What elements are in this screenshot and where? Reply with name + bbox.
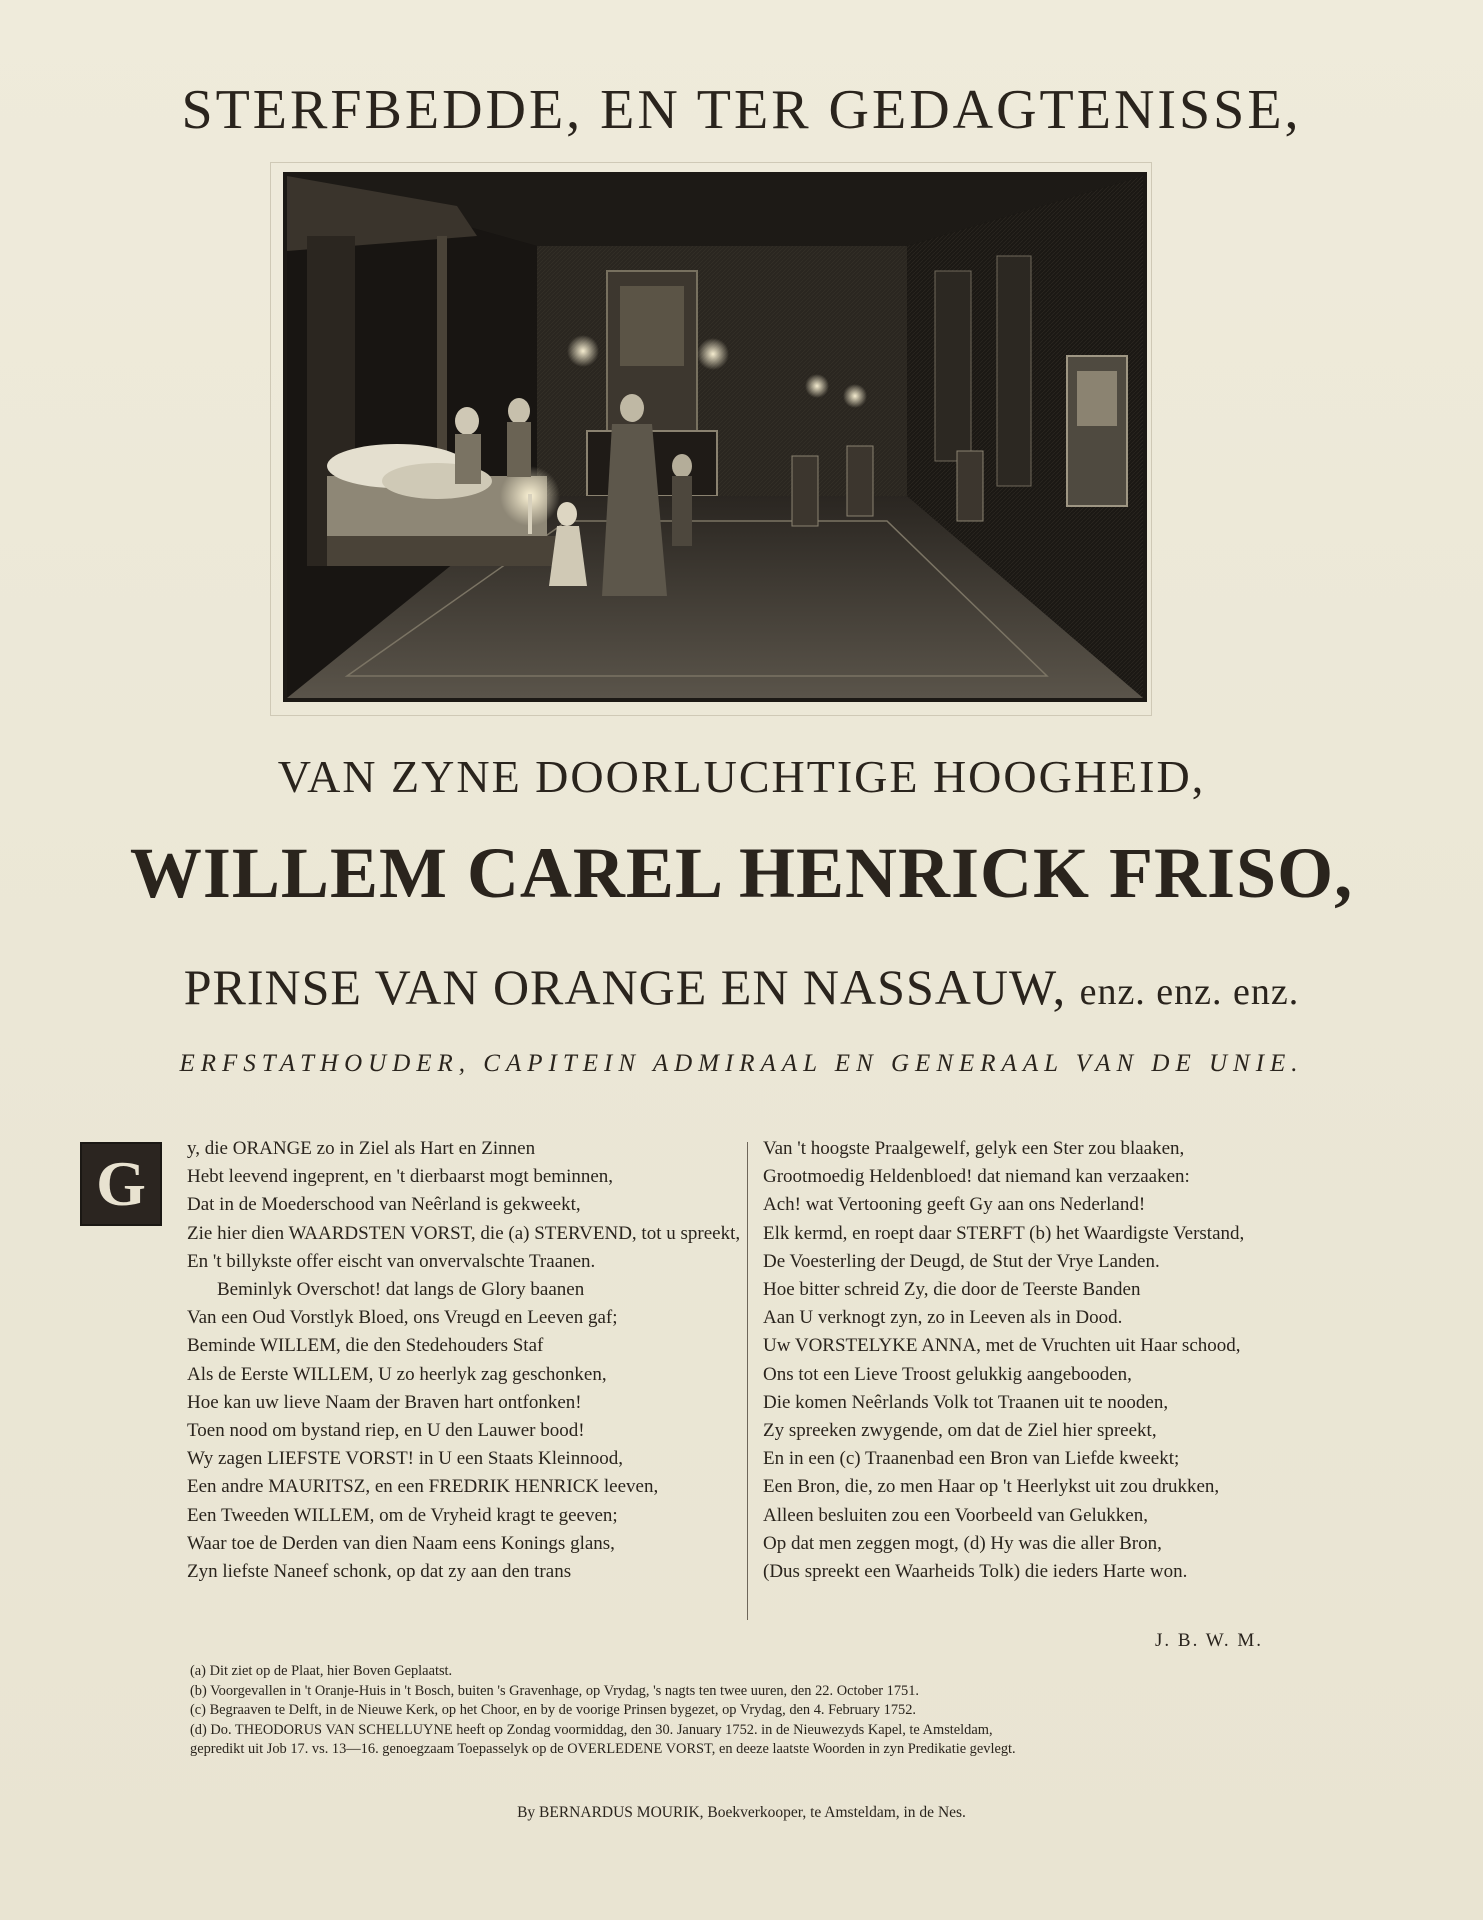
poem-left-column [187, 1135, 740, 1586]
poem-line: Hebt leevend ingeprent, en 't dierbaarst mogt beminnen, [187, 1166, 614, 1188]
poem-line: Op dat men zeggen mogt, (d) Hy was die aller Bron, [763, 1532, 1162, 1554]
poem-line: Alleen besluiten zou een Voorbeeld van Gelukken, [763, 1504, 1148, 1526]
poem-line: Een Tweeden WILLEM, om de Vryheid kragt te geeven; [187, 1504, 618, 1526]
title-suffix: enz. enz. enz. [1079, 971, 1300, 1013]
prince-name: WILLEM CAREL HENRICK FRISO, [129, 833, 1354, 913]
poem-line: Zy spreeken zwygende, om dat de Ziel hier spreekt, [763, 1420, 1157, 1442]
poem-line: Een Bron, die, zo men Haar op 't Heerlykst uit zou drukken, [763, 1476, 1220, 1498]
engraving-deathbed-scene [283, 172, 1147, 702]
poem-line: Wy zagen LIEFSTE VORST! in U een Staats Kleinnood, [187, 1448, 623, 1470]
poem-line: En 't billykste offer eischt van onvervalschte Traanen. [187, 1250, 596, 1272]
poem-line: Ons tot een Lieve Troost gelukkig aangebooden, [763, 1363, 1132, 1385]
poem-line: Een andre MAURITSZ, en een FREDRIK HENRICK leeven, [187, 1476, 659, 1498]
decorated-initial: G [80, 1142, 162, 1226]
engraving-illustration [287, 176, 1143, 698]
footnote-a: (a) Dit ziet op de Plaat, hier Boven Geplaatst. [190, 1663, 453, 1679]
author-initials: J. B. W. M. [1155, 1630, 1264, 1651]
poem-line: Hoe kan uw lieve Naam der Braven hart ontfonken! [187, 1391, 582, 1413]
poem-line: Ach! wat Vertooning geeft Gy aan ons Nederland! [763, 1194, 1146, 1216]
footnote-d: (d) Do. THEODORUS VAN SCHELLUYNE heeft op Zondag voormiddag, den 30. January 1752. in de Nieuwezyds Kapel, te Amsteldam, [190, 1721, 993, 1738]
poem-line: Van een Oud Vorstlyk Bloed, ons Vreugd en Leeven gaf; [187, 1307, 618, 1329]
footnote-b: (b) Voorgevallen in 't Oranje-Huis in 't Bosch, buiten 's Gravenhage, op Vrydag, 's nagts ten twee uuren, den 22. October 1751. [190, 1682, 920, 1699]
poem-line: Elk kermd, en roept daar STERFT (b) het Waardigste Verstand, [763, 1222, 1245, 1244]
offices-line: ERFSTATHOUDER, CAPITEIN ADMIRAAL EN GENERAAL VAN DE UNIE. [179, 1050, 1304, 1077]
poem-line: En in een (c) Traanenbad een Bron van Liefde kweekt; [763, 1448, 1180, 1470]
poem-line: Zie hier dien WAARDSTEN VORST, die (a) STERVEND, tot u spreekt, [187, 1222, 741, 1244]
footnotes [190, 1662, 1016, 1760]
poem-line: Toen nood om bystand riep, en U den Lauwer bood! [187, 1420, 585, 1442]
column-rule [747, 1142, 748, 1620]
poem-line: Beminde WILLEM, die den Stedehouders Staf [187, 1335, 544, 1357]
poem-line: Zyn liefste Naneef schonk, op dat zy aan den trans [187, 1561, 572, 1583]
poem-line: Dat in de Moederschood van Neêrland is gekweekt, [187, 1194, 581, 1216]
poem-line: Uw VORSTELYKE ANNA, met de Vruchten uit Haar schood, [763, 1335, 1241, 1357]
poem-line: Waar toe de Derden van dien Naam eens Konings glans, [187, 1532, 615, 1554]
printer-imprint: By BERNARDUS MOURIK, Boekverkooper, te Amsteldam, in de Nes. [517, 1804, 966, 1821]
poem-line: Hoe bitter schreid Zy, die door de Teerste Banden [763, 1279, 1141, 1301]
subject-intro: VAN ZYNE DOORLUCHTIGE HOOGHEID, [277, 751, 1206, 802]
poem-line: y, die ORANGE zo in Ziel als Hart en Zinnen [187, 1138, 536, 1159]
poem-line: Grootmoedig Heldenbloed! dat niemand kan verzaaken: [763, 1166, 1190, 1188]
poem-right-column [763, 1135, 1244, 1586]
poem-line: (Dus spreekt een Waarheids Tolk) die ieders Harte won. [763, 1561, 1188, 1583]
footnote-d-continued: gepredikt uit Job 17. vs. 13—16. genoegzaam Toepasselyk op de OVERLEDENE VORST, en deeze laatste Woorden in zyn Predikatie gevlegt. [190, 1741, 1016, 1757]
poem-line: Die komen Neêrlands Volk tot Traanen uit te nooden, [763, 1391, 1169, 1413]
footnote-c: (c) Begraaven te Delft, in de Nieuwe Kerk, op het Choor, en by de voorige Prinsen bygezet, op Vrydag, den 4. February 1752. [190, 1702, 917, 1718]
poem-line: Aan U verknogt zyn, zo in Leeven als in Dood. [763, 1307, 1123, 1329]
poem-line: Als de Eerste WILLEM, U zo heerlyk zag geschonken, [187, 1363, 607, 1385]
poem-line: Van 't hoogste Praalgewelf, gelyk een Ster zou blaaken, [763, 1138, 1185, 1159]
poem-line: De Voesterling der Deugd, de Stut der Vrye Landen. [763, 1250, 1160, 1272]
title-main: PRINSE VAN ORANGE EN NASSAUW, [183, 959, 1067, 1015]
poem-line: Beminlyk Overschot! dat langs de Glory baanen [217, 1279, 585, 1301]
prince-title [0, 958, 1483, 1016]
main-title: STERFBEDDE, EN TER GEDAGTENISSE, [181, 79, 1302, 141]
